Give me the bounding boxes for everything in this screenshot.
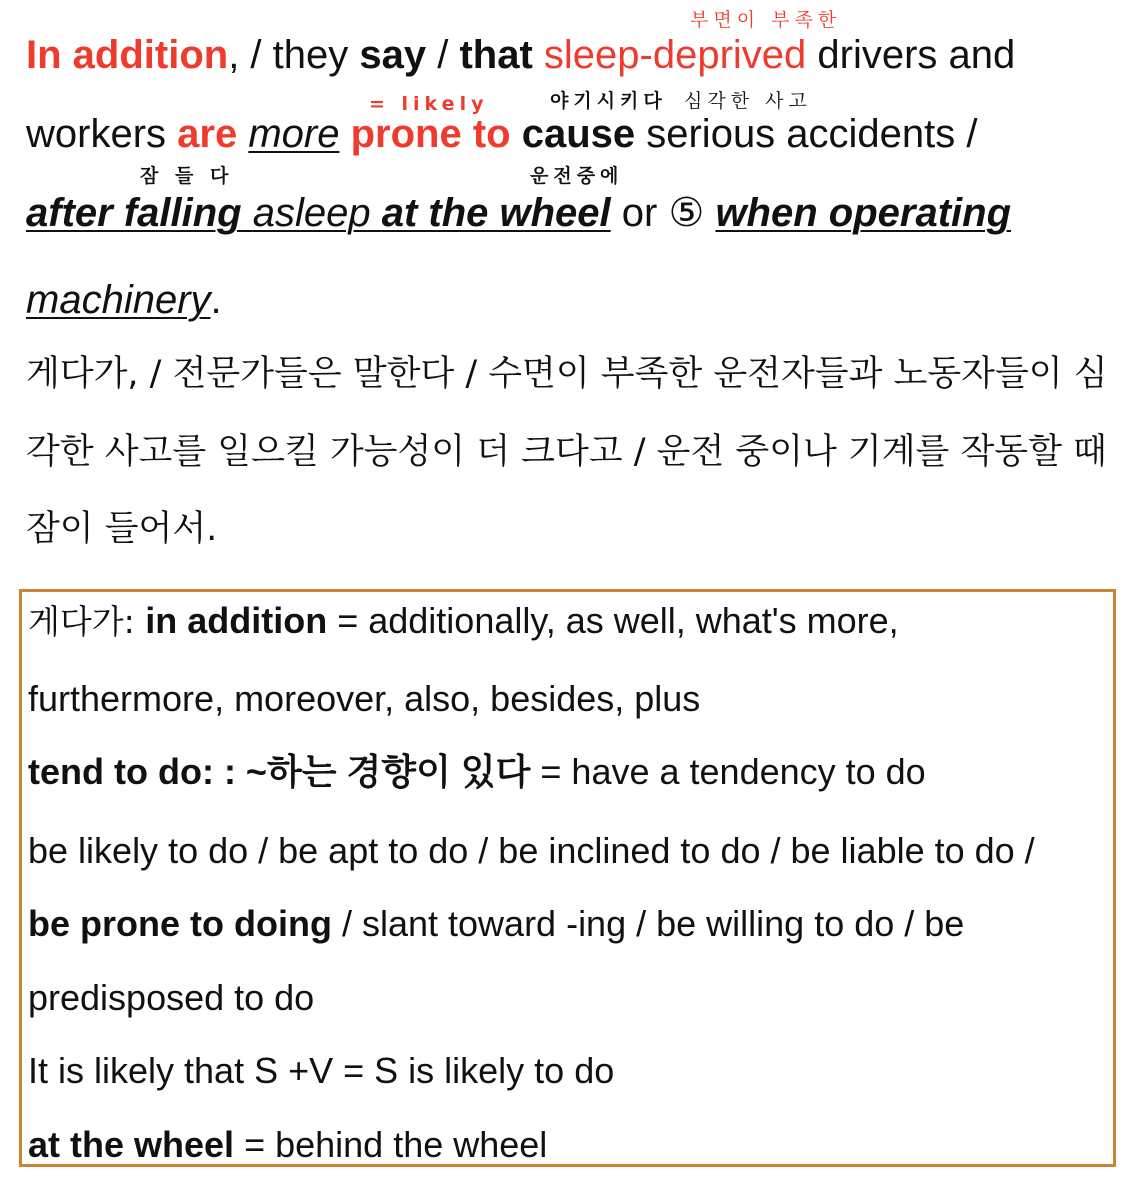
- annotation-at-wheel: 운전중에: [530, 165, 624, 187]
- text-segment: /: [426, 33, 460, 77]
- vocab-line-7: It is likely that S +V = S is likely to do: [28, 1050, 615, 1091]
- word-say: say: [359, 33, 427, 77]
- vocab-line-4: be likely to do / be apt to do / be inclined to do / be liable to do /: [28, 830, 1035, 871]
- phrase-in-addition: In addition: [26, 33, 229, 77]
- vocab-definition: = have a tendency to do: [530, 751, 926, 792]
- text-segment: or ⑤: [610, 191, 716, 235]
- word-machinery: machinery: [26, 278, 211, 322]
- vocab-definition: = additionally, as well, what's more,: [327, 600, 899, 641]
- vocab-line-6: predisposed to do: [28, 977, 315, 1018]
- translation-line-1: 게다가, / 전문가들은 말한다 / 수면이 부족한 운전자들과 노동자들이 심: [26, 354, 1108, 394]
- text-segment: [237, 112, 248, 156]
- annotation-serious-accident: 심각한 사고: [684, 90, 812, 112]
- text-segment: workers: [26, 112, 178, 156]
- phrase-at-the-wheel: at the wheel: [381, 191, 611, 235]
- word-sleep-deprived: sleep-deprived: [543, 33, 807, 77]
- text-segment: drivers and: [806, 33, 1016, 77]
- word-that: that: [459, 33, 533, 77]
- text-segment: , / they: [228, 33, 360, 77]
- text-segment: [242, 191, 253, 235]
- vocab-line-5: [28, 903, 965, 944]
- word-are: are: [177, 112, 238, 156]
- translation-line-2: 각한 사고를 일으킬 가능성이 더 크다고 / 운전 중이나 기계를 작동할 때: [26, 432, 1107, 472]
- vocab-term: at the wheel: [28, 1124, 235, 1165]
- vocab-definition: = behind the wheel: [234, 1124, 548, 1165]
- vocab-line-8: [28, 1124, 548, 1165]
- sentence-line-1: [26, 35, 1015, 75]
- vocab-term: in addition: [145, 600, 328, 641]
- sentence-line-4: [26, 280, 222, 320]
- text-segment: [339, 112, 350, 156]
- text-segment: .: [210, 278, 222, 322]
- sentence-line-2: [26, 114, 978, 154]
- text-segment: serious accidents /: [635, 112, 978, 156]
- word-asleep: asleep: [252, 191, 371, 235]
- vocab-term: tend to do: : ~하는 경향이 있다: [28, 751, 531, 792]
- annotation-likely: = likely: [369, 93, 489, 115]
- annotation-fall-asleep: 잠 들 다: [140, 165, 234, 187]
- annotation-cause: 야기시키다: [550, 90, 667, 112]
- phrase-when-operating: when operating: [715, 191, 1012, 235]
- word-more: more: [248, 112, 340, 156]
- vocab-box: [19, 589, 1116, 1167]
- vocab-term: be prone to doing: [28, 903, 332, 944]
- text-segment: [511, 112, 522, 156]
- vocab-line-2: furthermore, moreover, also, besides, plus: [28, 678, 701, 719]
- vocab-line-3: [28, 751, 926, 792]
- vocab-kr-label: 게다가:: [28, 602, 146, 641]
- vocab-line-1: [28, 600, 899, 641]
- text-segment: [533, 33, 544, 77]
- vocab-definition: / slant toward -ing / be willing to do / be: [331, 903, 965, 944]
- phrase-prone-to: prone to: [350, 112, 511, 156]
- phrase-after-falling: after falling: [26, 191, 242, 235]
- text-segment: [371, 191, 382, 235]
- annotation-sleep-deprived: 부면이 부족한: [690, 9, 842, 31]
- translation-line-3: 잠이 들어서.: [26, 509, 218, 549]
- sentence-line-3: [26, 193, 1011, 233]
- word-cause: cause: [521, 112, 636, 156]
